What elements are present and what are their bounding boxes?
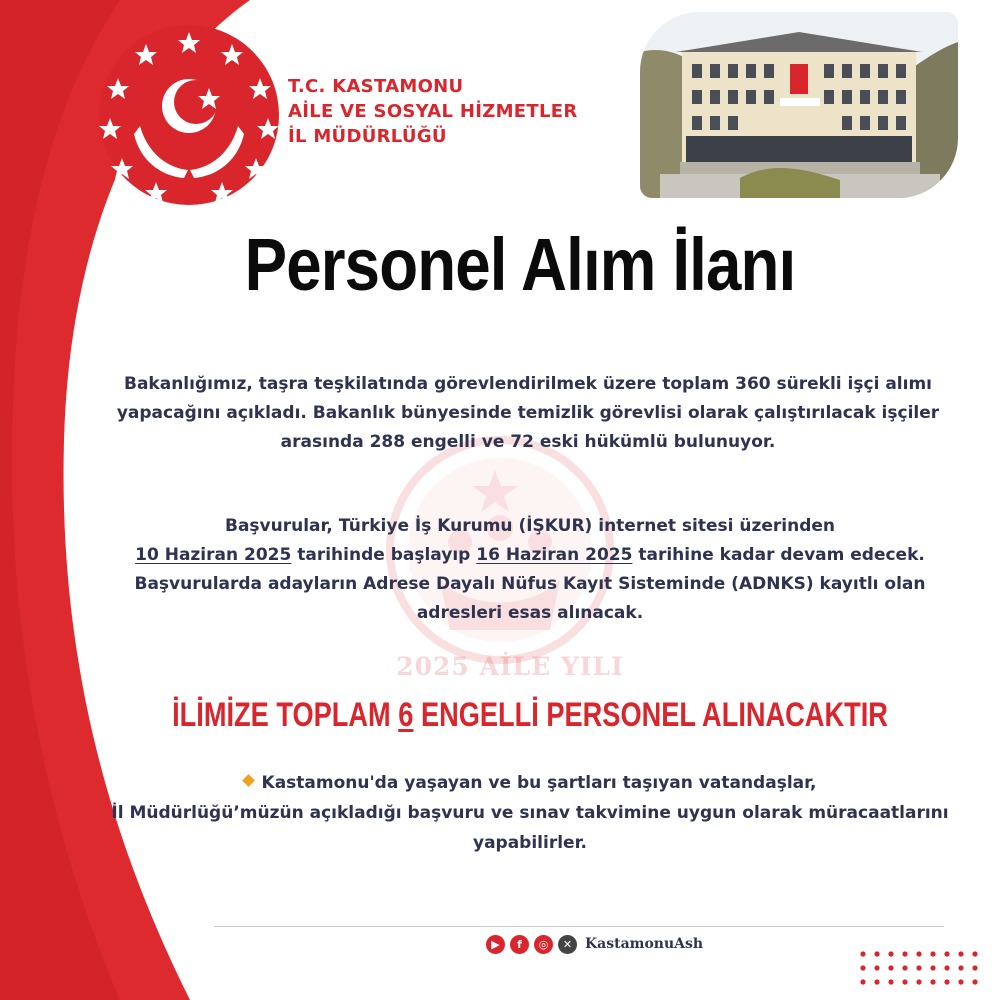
instagram-icon[interactable]: ◎ <box>534 935 553 954</box>
social-media-bar <box>486 933 703 955</box>
social-handle[interactable]: KastamonuAsh <box>585 936 704 952</box>
organization-name <box>288 74 578 149</box>
application-end-date: 16 Haziran 2025 <box>476 545 633 565</box>
organization-line-2: AİLE VE SOSYAL HİZMETLER <box>288 101 578 122</box>
application-text-part-2: tarihinde başlayıp <box>291 545 477 565</box>
youtube-icon[interactable]: ▶ <box>486 935 505 954</box>
organization-line-3: İL MÜDÜRLÜĞÜ <box>288 126 447 147</box>
x-icon[interactable]: ✕ <box>558 935 577 954</box>
paragraph-application-dates <box>100 512 960 628</box>
footer-divider <box>214 926 944 927</box>
diamond-bullet-icon <box>242 774 255 787</box>
organization-line-1: T.C. KASTAMONU <box>288 76 464 97</box>
paragraph-recruitment-info: Bakanlığımız, taşra teşkilatında görevlendirilmek üzere toplam 360 sürekli işçi alımı yapacağını açıkladı. Bakanlık bünyesinde temizlik görevlisi olarak çalıştırılacak işçiler arasında 288 engelli ve 72 eski hükümlü bulunuyor. <box>116 374 940 452</box>
facebook-icon[interactable]: f <box>510 935 529 954</box>
application-text-part-3: tarihine kadar devam edecek. Başvurularda adayların Adrese Dayalı Nüfus Kayıt Sisteminde (ADNKS) kayıtlı olan adresleri esas alınacak. <box>134 545 926 623</box>
application-text-part-1: Başvurular, Türkiye İş Kurumu (İŞKUR) internet sitesi üzerinden <box>224 516 836 536</box>
headline-suffix: ENGELLİ PERSONEL ALINACAKTIR <box>413 696 888 734</box>
paragraph-eligibility <box>100 768 960 858</box>
application-start-date: 10 Haziran 2025 <box>135 545 292 565</box>
watermark-text: 2025 AİLE YILI <box>396 652 624 681</box>
dot-pattern-decoration <box>855 948 985 996</box>
ministry-logo <box>96 22 282 208</box>
page-title: Personel Alım İlanı <box>244 223 796 306</box>
eligibility-line-1: Kastamonu'da yaşayan ve bu şartları taşıyan vatandaşlar, <box>261 773 817 793</box>
headline-prefix: İLİMİZE TOPLAM <box>172 696 399 734</box>
headline-disabled-personnel <box>170 696 890 735</box>
building-photo <box>640 12 958 198</box>
headline-count: 6 <box>398 696 414 734</box>
eligibility-line-2: İl Müdürlüğü’müzün açıkladığı başvuru ve sınav takvimine uygun olarak müracaatlarını yapabilirler. <box>111 803 949 853</box>
